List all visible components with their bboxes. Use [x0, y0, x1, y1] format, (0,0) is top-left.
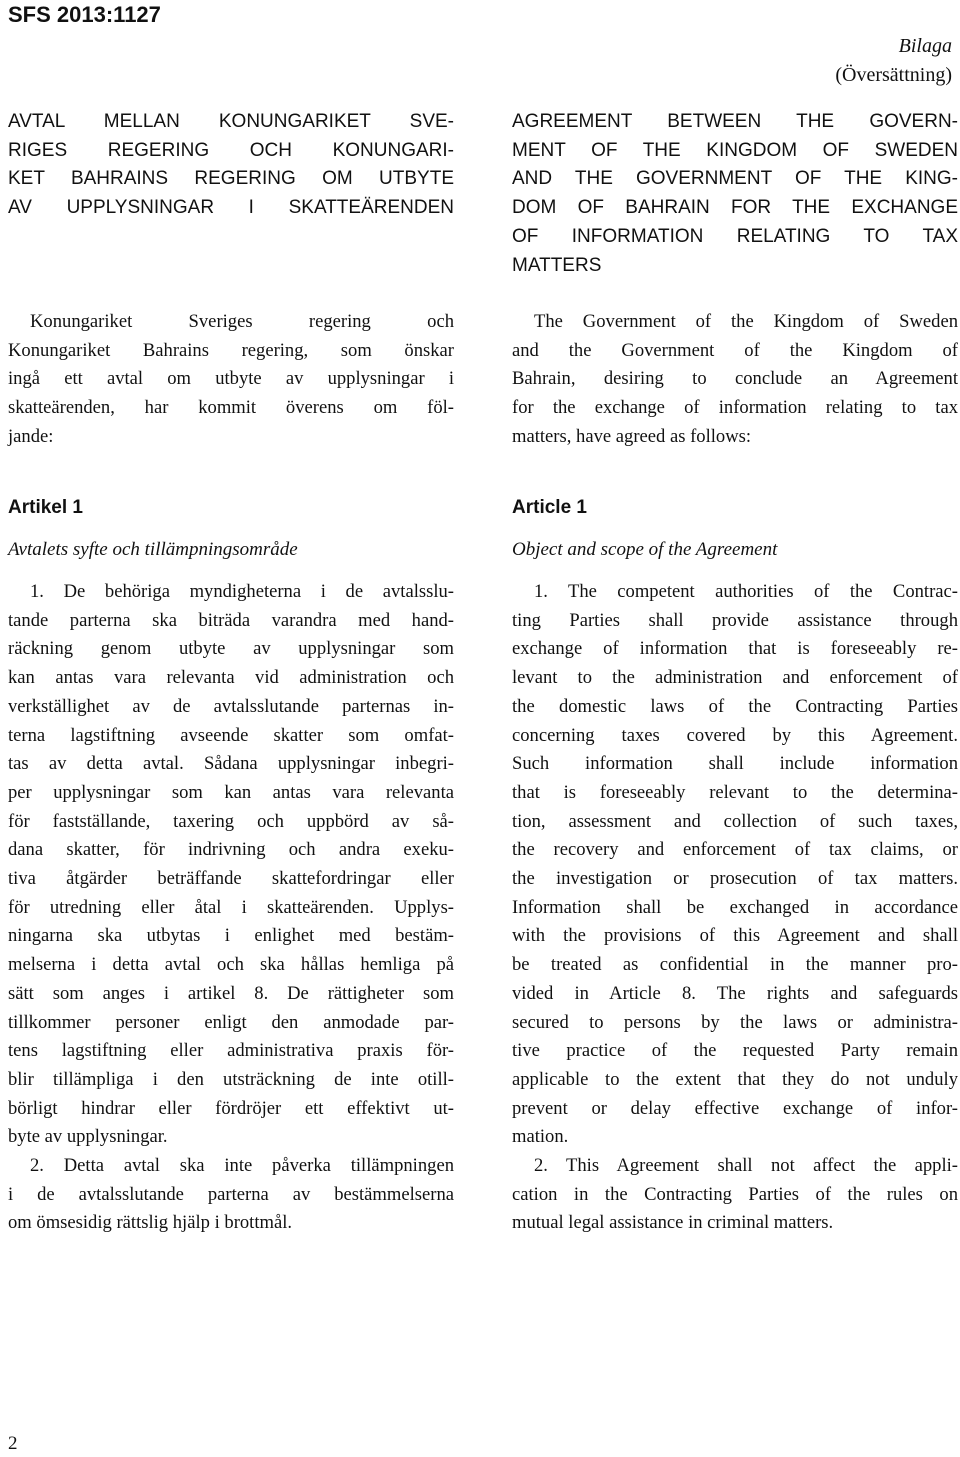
- preamble-line: Konungariket Bahrains regering, som önskar: [8, 339, 454, 361]
- preamble-line: Konungariket Sveriges regering och: [30, 311, 454, 332]
- body-line: mation.: [512, 1126, 569, 1148]
- body-line: the domestic laws of the Contracting Parties: [512, 695, 958, 717]
- body-line: tillkommer personer enligt den anmodade par-: [8, 1011, 454, 1033]
- english-article-subheading: Object and scope of the Agreement: [512, 539, 778, 560]
- title-line: AND THE GOVERNMENT OF THE KING-: [512, 168, 958, 190]
- body-line: 2. Detta avtal ska inte påverka tillämpningen: [30, 1155, 454, 1177]
- body-line: dana skatter, för indrivning och andra exeku-: [8, 839, 454, 861]
- title-line: DOM OF BAHRAIN FOR THE EXCHANGE: [512, 197, 958, 219]
- swedish-article-subheading: Avtalets syfte och tillämpningsområde: [8, 539, 298, 560]
- body-line: vided in Article 8. The rights and safeguards: [512, 982, 958, 1004]
- body-line: be treated as confidential in the manner pro-: [512, 954, 958, 976]
- body-line: melserna i detta avtal och ska hållas hemliga på: [8, 954, 454, 976]
- body-line: concerning taxes covered by this Agreement.: [512, 724, 958, 746]
- swedish-preamble: [8, 308, 454, 452]
- body-line: tiva åtgärder beträffande skattefordringar eller: [8, 868, 454, 890]
- body-line: mutual legal assistance in criminal matters.: [512, 1212, 834, 1234]
- swedish-article-heading: Artikel 1: [8, 497, 83, 518]
- bilaga-label: Bilaga: [898, 35, 952, 57]
- body-line: ningarna ska utbytas i enlighet med bestäm-: [8, 925, 454, 947]
- title-line: OF INFORMATION RELATING TO TAX: [512, 225, 958, 247]
- preamble-line: skatteärenden, har kommit överens om föl-: [8, 397, 454, 419]
- title-line: KET BAHRAINS REGERING OM UTBYTE: [8, 168, 454, 190]
- title-line: MATTERS: [512, 254, 602, 276]
- preamble-line: matters, have agreed as follows:: [512, 425, 752, 447]
- body-line: terna lagstiftning avseende skatter som omfat-: [8, 724, 454, 746]
- body-line: Information shall be exchanged in accordance: [512, 896, 958, 918]
- body-line: tion, assessment and collection of such taxes,: [512, 810, 958, 832]
- swedish-title: [8, 108, 454, 223]
- title-line: AGREEMENT BETWEEN THE GOVERN-: [512, 111, 958, 132]
- sfs-number: SFS 2013:1127: [8, 2, 161, 27]
- preamble-line: Bahrain, desiring to conclude an Agreement: [512, 368, 958, 390]
- bilaga-note: (Översättning): [835, 64, 952, 86]
- english-article-heading: Article 1: [512, 497, 587, 518]
- body-line: kan antas vara relevanta vid administration och: [8, 667, 454, 689]
- body-line: secured to persons by the laws or administra-: [512, 1011, 958, 1033]
- body-line: 1. The competent authorities of the Contrac-: [534, 581, 958, 602]
- preamble-line: ingå ett avtal om utbyte av upplysningar i: [8, 368, 454, 390]
- body-line: with the provisions of this Agreement and shall: [512, 925, 958, 947]
- body-line: räckning genom utbyte av upplysningar som: [8, 638, 454, 660]
- body-line: för fastställande, taxering och uppbörd av så-: [8, 810, 454, 832]
- title-line: MENT OF THE KINGDOM OF SWEDEN: [512, 139, 958, 161]
- body-line: byte av upplysningar.: [8, 1126, 168, 1148]
- english-preamble: [512, 308, 958, 452]
- body-line: ting Parties shall provide assistance through: [512, 609, 958, 631]
- body-line: tens lagstiftning eller administrativa praxis för-: [8, 1040, 454, 1062]
- english-article-body: [512, 578, 958, 1238]
- bilaga-block: [835, 32, 952, 90]
- body-line: the investigation or prosecution of tax matters.: [512, 868, 958, 890]
- body-line: cation in the Contracting Parties of the rules on: [512, 1183, 958, 1205]
- body-line: sätt som anges i artikel 8. De rättigheter som: [8, 982, 454, 1004]
- body-line: i de avtalsslutande parterna av bestämmelserna: [8, 1183, 454, 1205]
- preamble-line: The Government of the Kingdom of Sweden: [534, 311, 958, 332]
- body-line: 2. This Agreement shall not affect the appli-: [534, 1155, 958, 1177]
- body-line: per upplysningar som kan antas vara relevanta: [8, 781, 454, 803]
- body-line: levant to the administration and enforcement of: [512, 667, 958, 689]
- title-line: AV UPPLYSNINGAR I SKATTEÄRENDEN: [8, 197, 454, 219]
- body-line: tas av detta avtal. Sådana upplysningar inbegri-: [8, 753, 454, 775]
- body-line: om ömsesidig rättslig hjälp i brottmål.: [8, 1212, 293, 1234]
- body-line: Such information shall include information: [512, 753, 958, 775]
- swedish-article-body: [8, 578, 454, 1238]
- page-number: 2: [8, 1433, 18, 1454]
- title-line: RIGES REGERING OCH KONUNGARI-: [8, 139, 454, 161]
- body-line: blir tillämpliga i den utsträckning de inte otill-: [8, 1068, 454, 1090]
- body-line: applicable to the extent that they do not unduly: [512, 1068, 958, 1090]
- body-line: för utredning eller åtal i skatteärenden. Upplys-: [8, 896, 454, 918]
- body-line: the recovery and enforcement of tax claims, or: [512, 839, 958, 861]
- body-line: tande parterna ska biträda varandra med hand-: [8, 609, 454, 631]
- body-line: verkställighet av de avtalsslutande parternas in-: [8, 695, 454, 717]
- body-line: exchange of information that is foreseeably re-: [512, 638, 958, 660]
- preamble-line: for the exchange of information relating to tax: [512, 397, 958, 419]
- body-line: börligt hindrar eller fördröjer ett effektivt ut-: [8, 1097, 454, 1119]
- body-line: that is foreseeably relevant to the determina-: [512, 781, 958, 803]
- english-title: [512, 108, 958, 280]
- body-line: prevent or delay effective exchange of infor-: [512, 1097, 958, 1119]
- body-line: 1. De behöriga myndigheterna i de avtalsslu-: [30, 581, 454, 602]
- preamble-line: and the Government of the Kingdom of: [512, 339, 958, 361]
- body-line: tive practice of the requested Party remain: [512, 1040, 958, 1062]
- preamble-line: jande:: [8, 425, 54, 447]
- title-line: AVTAL MELLAN KONUNGARIKET SVE-: [8, 111, 454, 132]
